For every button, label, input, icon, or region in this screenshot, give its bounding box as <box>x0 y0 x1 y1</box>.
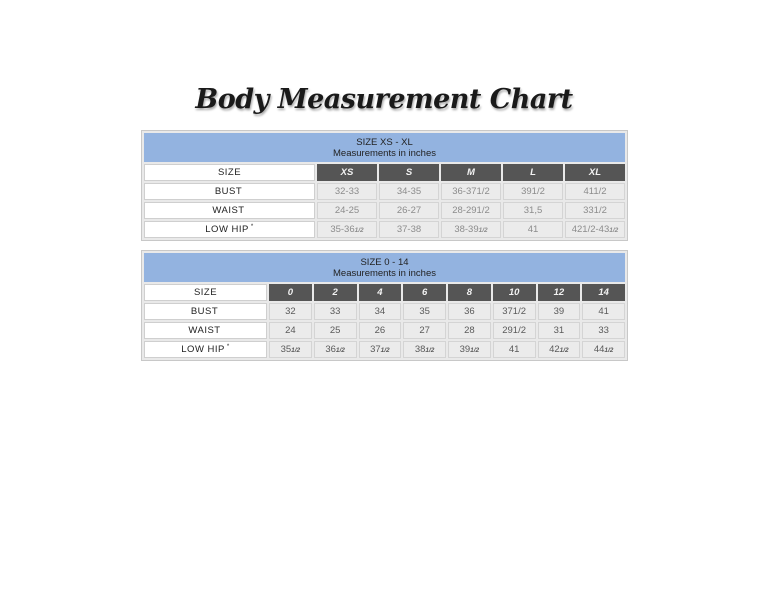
value-cell: 351/2 <box>269 341 312 358</box>
row-label: WAIST <box>144 202 315 219</box>
value-cell: 39 <box>538 303 581 320</box>
size-label: SIZE <box>144 164 315 181</box>
size-header-row <box>144 284 625 301</box>
value-cell: 291/2 <box>493 322 536 339</box>
value-cell: 32-33 <box>317 183 377 200</box>
value-cell: 24-25 <box>317 202 377 219</box>
table-row <box>144 183 625 200</box>
value-cell: 34-35 <box>379 183 439 200</box>
value-cell: 36 <box>448 303 491 320</box>
value-cell: 35-361/2 <box>317 221 377 238</box>
size-cell: XS <box>317 164 377 181</box>
value-cell: 31,5 <box>503 202 563 219</box>
value-cell: 371/2 <box>493 303 536 320</box>
table-banner <box>144 253 625 282</box>
value-cell: 411/2 <box>565 183 625 200</box>
value-cell: 27 <box>403 322 446 339</box>
value-cell: 33 <box>582 322 625 339</box>
table-subheading: Measurements in inches <box>333 267 436 279</box>
size-cell: S <box>379 164 439 181</box>
value-cell: 34 <box>359 303 402 320</box>
value-cell: 391/2 <box>503 183 563 200</box>
size-cell: 4 <box>359 284 402 301</box>
size-cell: 12 <box>538 284 581 301</box>
row-label: WAIST <box>144 322 267 339</box>
size-cell: 6 <box>403 284 446 301</box>
table-row <box>144 341 625 358</box>
size-cell: M <box>441 164 501 181</box>
table-row <box>144 303 625 320</box>
value-cell: 28-291/2 <box>441 202 501 219</box>
row-label: BUST <box>144 183 315 200</box>
value-cell: 36-371/2 <box>441 183 501 200</box>
size-cell: 10 <box>493 284 536 301</box>
table-subheading: Measurements in inches <box>333 147 436 159</box>
size-label: SIZE <box>144 284 267 301</box>
value-cell: 41 <box>582 303 625 320</box>
row-label: BUST <box>144 303 267 320</box>
value-cell: 38-391/2 <box>441 221 501 238</box>
size-cell: 8 <box>448 284 491 301</box>
value-cell: 371/2 <box>359 341 402 358</box>
table-row <box>144 322 625 339</box>
value-cell: 41 <box>503 221 563 238</box>
value-cell: 28 <box>448 322 491 339</box>
table-heading: SIZE 0 - 14 <box>360 256 409 268</box>
value-cell: 421/2 <box>538 341 581 358</box>
value-cell: 391/2 <box>448 341 491 358</box>
chart-title: Body Measurement Chart <box>195 84 573 115</box>
table-heading: SIZE XS - XL <box>356 136 413 148</box>
value-cell: 35 <box>403 303 446 320</box>
value-cell: 37-38 <box>379 221 439 238</box>
table-row <box>144 202 625 219</box>
value-cell: 31 <box>538 322 581 339</box>
value-cell: 25 <box>314 322 357 339</box>
size-header-row <box>144 164 625 181</box>
size-table-xs-xl <box>141 130 628 241</box>
value-cell: 331/2 <box>565 202 625 219</box>
table-row <box>144 221 625 238</box>
value-cell: 421/2-431/2 <box>565 221 625 238</box>
size-cell: L <box>503 164 563 181</box>
value-cell: 41 <box>493 341 536 358</box>
row-label: LOW HIP * <box>144 221 315 238</box>
size-cell: 14 <box>582 284 625 301</box>
size-cell: XL <box>565 164 625 181</box>
value-cell: 24 <box>269 322 312 339</box>
value-cell: 26 <box>359 322 402 339</box>
value-cell: 26-27 <box>379 202 439 219</box>
size-table-0-14 <box>141 250 628 361</box>
size-cell: 0 <box>269 284 312 301</box>
row-label: LOW HIP * <box>144 341 267 358</box>
value-cell: 33 <box>314 303 357 320</box>
table-banner <box>144 133 625 162</box>
value-cell: 361/2 <box>314 341 357 358</box>
value-cell: 381/2 <box>403 341 446 358</box>
value-cell: 441/2 <box>582 341 625 358</box>
size-cell: 2 <box>314 284 357 301</box>
value-cell: 32 <box>269 303 312 320</box>
